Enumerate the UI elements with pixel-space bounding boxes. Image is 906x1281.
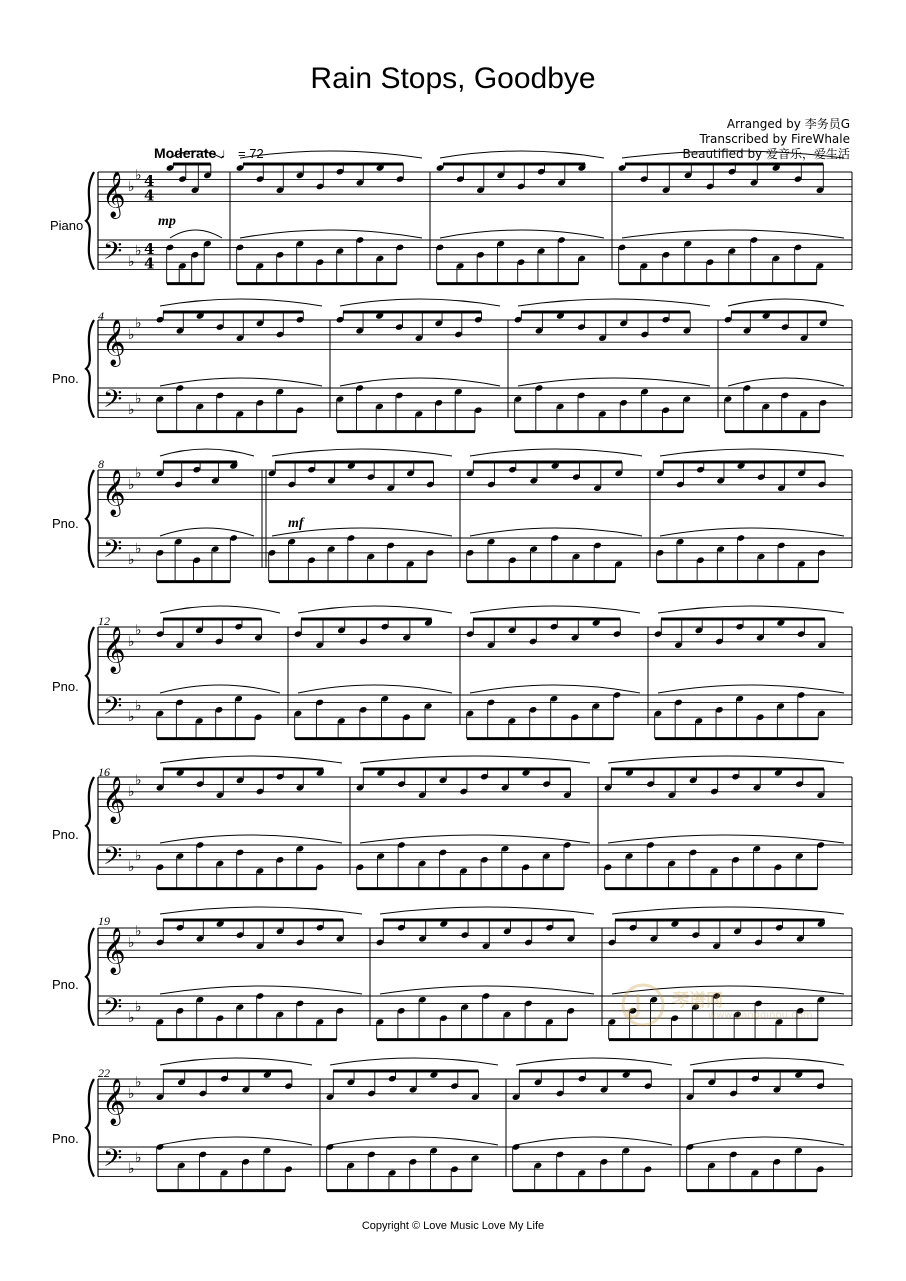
flat-icon: ♭ [128,1085,135,1102]
watermark-logo-icon [620,982,666,1028]
slur [160,528,254,536]
measure-number: 8 [98,457,104,471]
slur [160,986,362,994]
flat-icon: ♭ [135,315,142,332]
measure-number: 12 [98,614,110,628]
brace-icon [86,470,94,568]
slur [160,1058,312,1065]
bass-clef-icon: 𝄢 [103,842,123,878]
time-signature-denominator: 4 [144,186,155,205]
slur [612,907,844,914]
quarter-note-icon: ♩ [220,145,235,161]
measure-number: 22 [98,1066,110,1080]
treble-clef-icon: 𝄞 [102,927,126,974]
slur [160,449,254,456]
brace-icon [86,320,94,418]
slur [380,986,594,994]
slur [470,606,640,613]
slur [728,299,844,306]
flat-icon: ♭ [135,698,142,715]
slur [660,449,844,456]
treble-clef-icon: 𝄞 [102,319,126,366]
bass-clef-icon: 𝄢 [103,993,123,1029]
flat-icon: ♭ [135,1074,142,1091]
slur [272,449,452,456]
slur [470,528,642,536]
score-title: Rain Stops, Goodbye [310,62,596,95]
slur [160,299,322,306]
bass-clef-icon: 𝄢 [103,692,123,728]
watermark [620,982,820,1028]
slur [658,685,844,693]
slur [440,151,604,158]
transcriber-credit: Transcribed by FireWhale [699,132,850,146]
slur [622,230,844,238]
slur [160,907,362,914]
flat-icon: ♭ [135,465,142,482]
slur [160,835,342,843]
flat-icon: ♭ [135,999,142,1016]
slur [690,1137,844,1145]
bass-clef-icon: 𝄢 [103,535,123,571]
brace-icon [86,777,94,875]
measure-number: 19 [98,914,110,928]
slur [470,449,642,456]
flat-icon: ♭ [135,848,142,865]
flat-icon: ♭ [128,178,135,195]
bass-clef-icon: 𝄢 [103,1144,123,1180]
arranger-credit: Arranged by 李务员G [726,117,850,131]
slur [470,685,640,693]
flat-icon: ♭ [128,1010,135,1027]
watermark-url: www.gangqinpu.com [708,1010,813,1021]
slur [440,230,604,238]
slur [160,685,280,693]
instrument-short-7: Pno. [52,1131,79,1146]
bass-clef-icon: 𝄢 [103,385,123,421]
slur [622,151,844,158]
flat-icon: ♭ [128,402,135,419]
flat-icon: ♭ [128,476,135,493]
slur [608,835,844,843]
flat-icon: ♭ [128,552,135,569]
slur [298,606,452,613]
flat-icon: ♭ [128,934,135,951]
flat-icon: ♭ [135,622,142,639]
slur [298,685,452,693]
flat-icon: ♭ [135,923,142,940]
flat-icon: ♭ [128,1161,135,1178]
slur [160,756,342,763]
watermark-text: 琴谱网 [672,991,723,1011]
treble-clef-icon: 𝄞 [102,1078,126,1125]
flat-icon: ♭ [128,254,135,271]
slur [272,528,452,536]
treble-clef-icon: 𝄞 [102,171,126,218]
brace-icon [86,627,94,725]
slur [170,230,222,238]
flat-icon: ♭ [128,783,135,800]
flat-icon: ♭ [135,243,142,260]
slur [360,756,590,763]
slur [160,378,322,386]
slur [160,606,280,613]
slur [330,1137,498,1145]
slur [516,1137,672,1145]
bass-clef-icon: 𝄢 [103,237,123,273]
treble-clef-icon: 𝄞 [102,626,126,673]
instrument-name: Piano [50,218,84,233]
flat-icon: ♭ [128,633,135,650]
instrument-short-3: Pno. [52,516,79,531]
dynamic-marking: mf [288,516,304,531]
measure-number: 4 [98,309,104,323]
copyright-footer: Copyright © Love Music Love My Life [361,1220,545,1232]
flat-icon: ♭ [135,772,142,789]
flat-icon: ♭ [128,859,135,876]
slur [728,378,844,386]
slur [380,907,594,914]
brace-icon [86,172,94,270]
slur [160,1137,312,1145]
flat-icon: ♭ [135,391,142,408]
slur [170,151,222,158]
brace-icon [86,928,94,1026]
slur [340,378,500,386]
tempo-bpm: = 72 [238,146,264,161]
instrument-short-5: Pno. [52,827,79,842]
flat-icon: ♭ [128,709,135,726]
dynamic-marking: mp [158,214,176,229]
instrument-short-2: Pno. [52,371,79,386]
beautifier-credit: Beautified by 爱音乐，爱生活 [682,147,850,161]
slur [516,1058,672,1065]
treble-clef-icon: 𝄞 [102,469,126,516]
flat-icon: ♭ [135,167,142,184]
slur [658,606,844,613]
flat-icon: ♭ [135,1150,142,1167]
time-signature-numerator: 4 [144,239,155,258]
slur [690,1058,844,1065]
slur [518,378,710,386]
tempo-text: Moderate [154,145,217,161]
slur [240,151,422,158]
measure-number: 16 [98,765,110,779]
slur [518,299,710,306]
slur [240,230,422,238]
flat-icon: ♭ [135,541,142,558]
slur [608,756,844,763]
slur [660,528,844,536]
slur [360,835,590,843]
treble-clef-icon: 𝄞 [102,776,126,823]
flat-icon: ♭ [128,326,135,343]
instrument-short-4: Pno. [52,679,79,694]
time-signature-denominator: 4 [144,254,155,273]
brace-icon [86,1079,94,1177]
instrument-short-6: Pno. [52,977,79,992]
time-signature-numerator: 4 [144,171,155,190]
slur [340,299,500,306]
slur [330,1058,498,1065]
